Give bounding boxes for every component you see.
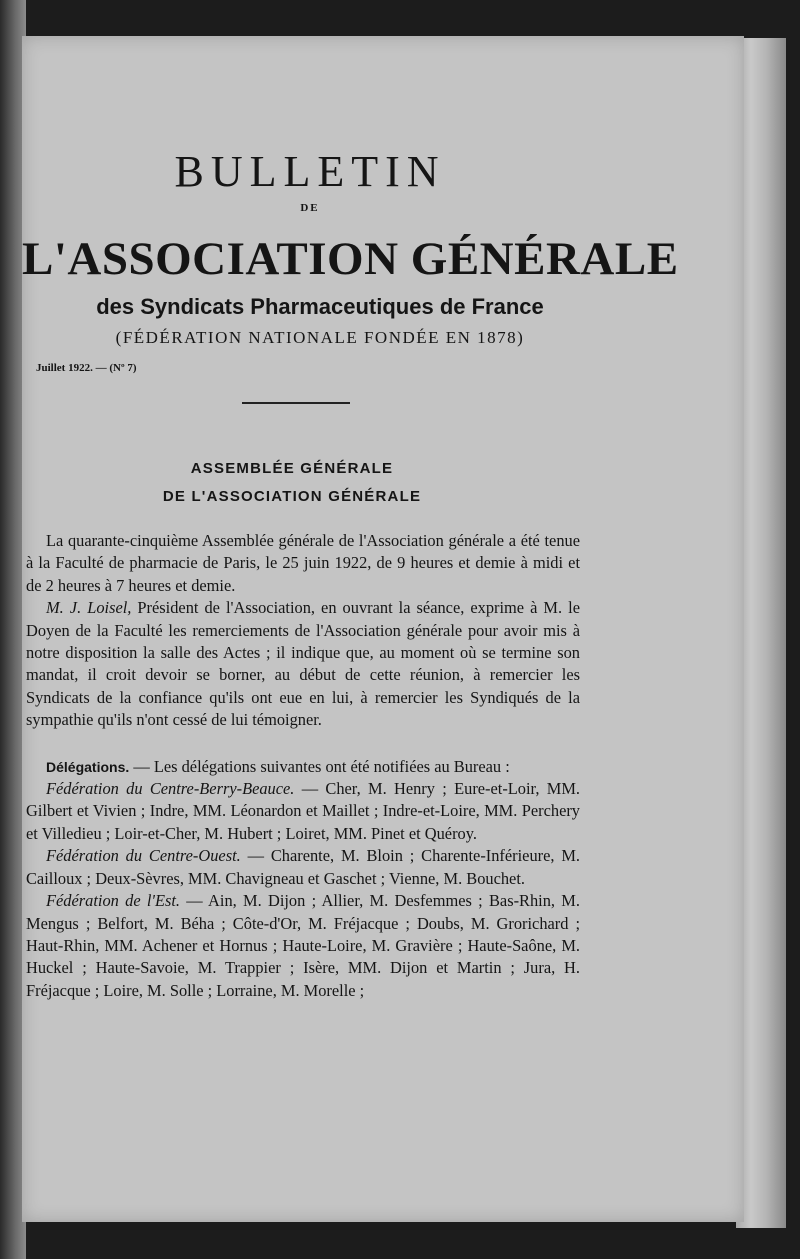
- paragraph-president: [26, 597, 580, 731]
- issue-date: Juillet 1922. — (Nº 7): [36, 362, 137, 374]
- article-body: [26, 530, 580, 1002]
- president-name: M. J. Loisel,: [46, 598, 132, 618]
- federation-centre-berry-text: — Cher, M. Henry ; Eure-et-Loir, MM. Gilbert et Vivien ; Indre, MM. Léonardon et Maillet ; Indre-et-Loire, MM. Perchery et Villedieu ; Loir-et-Cher, M. Hubert ; Loiret, MM. Pinet et Quéroy.: [26, 779, 581, 843]
- document-page: [22, 36, 744, 1222]
- delegations-label: Délégations.: [46, 758, 130, 775]
- paragraph-delegations: [26, 756, 580, 778]
- delegations-text: — Les délégations suivantes ont été notifiées au Bureau :: [129, 756, 510, 776]
- article-heading-line2: DE L'ASSOCIATION GÉNÉRALE: [162, 488, 422, 505]
- separator-rule: [242, 402, 350, 404]
- federation-est-label: Fédération de l'Est.: [46, 891, 180, 911]
- federation-centre-berry-label: Fédération du Centre-Berry-Beauce.: [46, 779, 295, 799]
- paragraph-president-text: Président de l'Association, en ouvrant la séance, exprime à M. le Doyen de la Faculté les remerciements de l'Association générale pour avoir mis à notre disposition la salle des Actes ; il indique que, au moment où se termine son mandat, il croit devoir se borner, au début de cette réunion, à remercier les Syndicats de la confiance qu'ils ont eue en lui, à remercier les Syndiqués de la sympathie qu'ils n'ont cessé de lui témoigner.: [26, 598, 580, 730]
- federation-est-text: — Ain, M. Dijon ; Allier, M. Desfemmes ; Bas-Rhin, M. Mengus ; Belfort, M. Béha ; Côte-d'Or, M. Fréjacque ; Doubs, M. Grorichard ; Haut-Rhin, MM. Achener et Hornus ; Haute-Loire, M. Gravière ; Haute-Saône, M. Huckel ; Haute-Savoie, M. Trappier ; Isère, MM. Dijon et Martin ; Jura, H. Fréjacque ; Loire, M. Solle ; Lorraine, M. Morelle ;: [26, 891, 580, 1000]
- federation-line: (FÉDÉRATION NATIONALE FONDÉE EN 1878): [115, 328, 525, 347]
- association-title: L'ASSOCIATION GÉNÉRALE: [22, 233, 679, 285]
- paragraph-assembly: La quarante-cinquième Assemblée générale de l'Association générale a été tenue à la Faculté de pharmacie de Paris, le 25 juin 1922, de 9 heures et demie à midi et de 2 heures à 7 heures et demie.: [26, 531, 580, 595]
- bulletin-title: BULLETIN: [174, 147, 446, 196]
- association-subtitle: des Syndicats Pharmaceutiques de France: [96, 294, 544, 319]
- paragraph-federation-centre-ouest: [26, 845, 580, 890]
- paragraph-federation-est: [26, 890, 580, 1002]
- article-heading-line1: ASSEMBLÉE GÉNÉRALE: [190, 460, 394, 477]
- paragraph-federation-centre-berry: [26, 778, 580, 845]
- federation-centre-ouest-label: Fédération du Centre-Ouest.: [46, 846, 241, 866]
- masthead-de: DE: [300, 202, 320, 214]
- federation-centre-ouest-text: — Charente, M. Bloin ; Charente-Inférieure, M. Cailloux ; Deux-Sèvres, MM. Chavigneau et Gaschet ; Vienne, M. Bouchet.: [26, 846, 580, 888]
